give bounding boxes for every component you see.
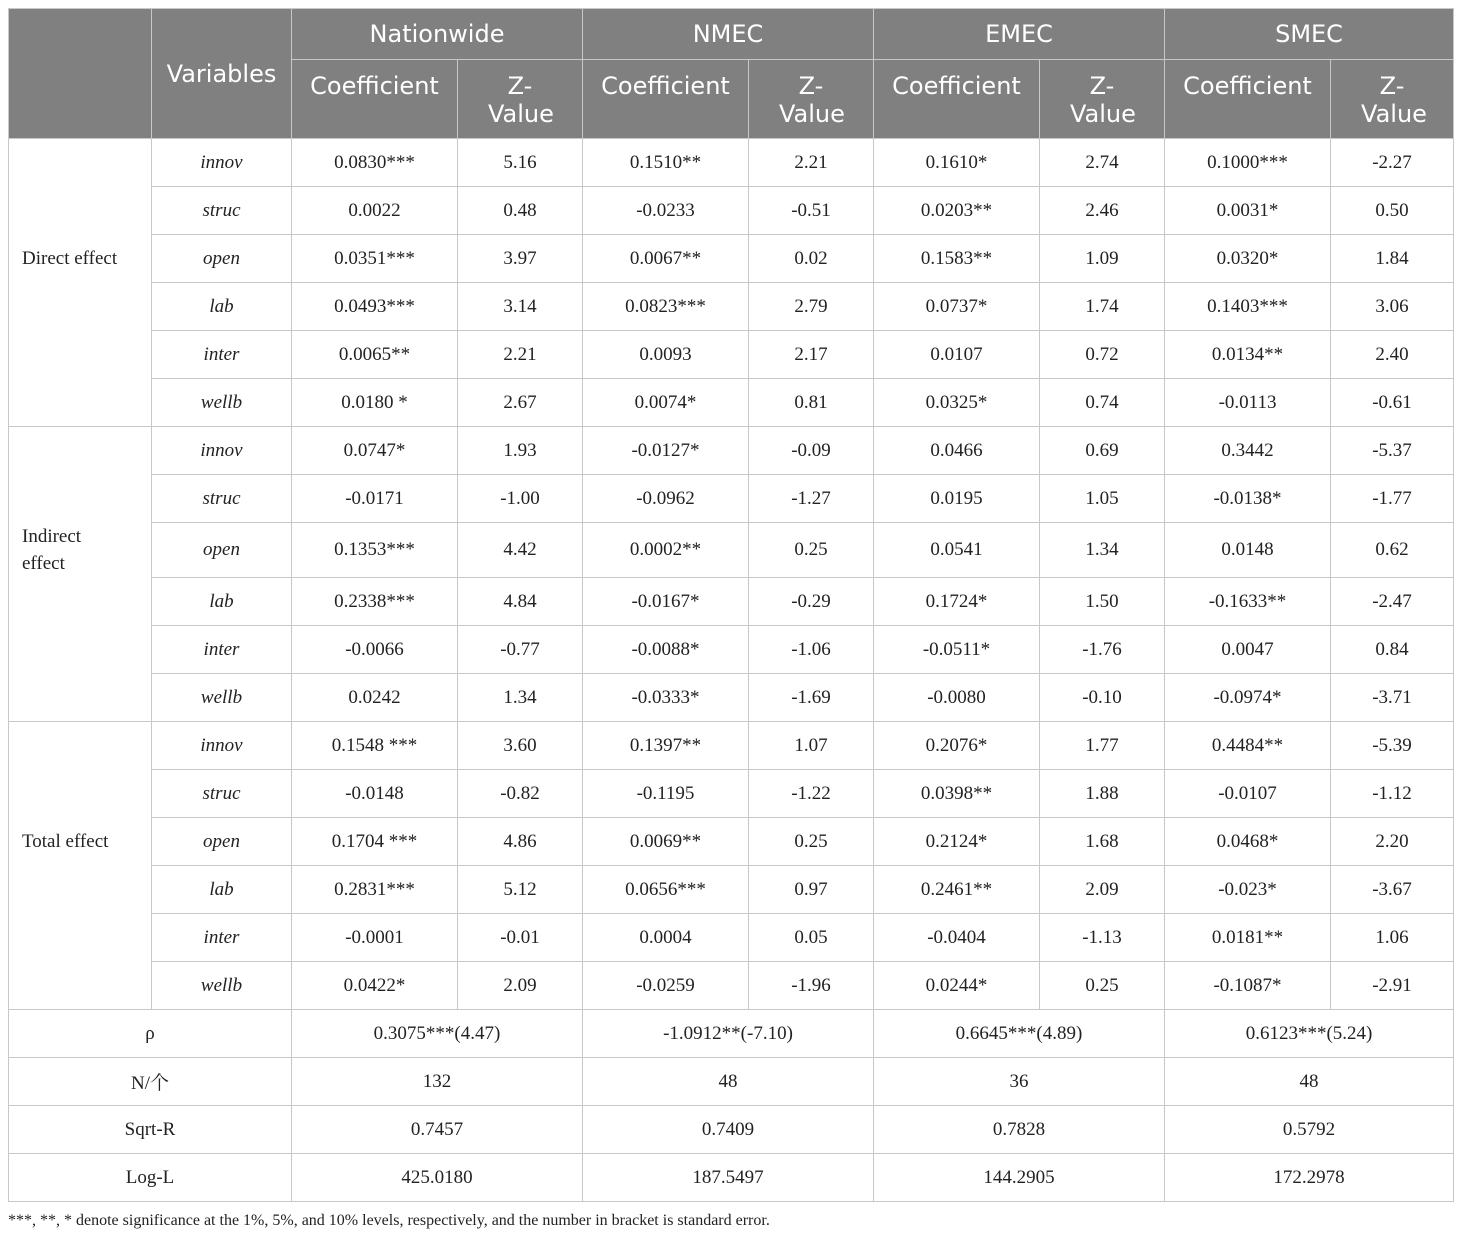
header-region-smec: SMEC: [1165, 9, 1454, 60]
z-value-cell: -2.27: [1331, 139, 1454, 187]
z-value-cell: 5.16: [458, 139, 583, 187]
coefficient-cell: 0.0466: [874, 427, 1040, 475]
z-value-cell: -1.13: [1040, 914, 1165, 962]
coefficient-cell: -0.0088*: [583, 626, 749, 674]
coefficient-cell: 0.0093: [583, 331, 749, 379]
coefficient-cell: 0.0181**: [1165, 914, 1331, 962]
z-value-cell: 2.09: [458, 962, 583, 1010]
header-z-value: Z-Value: [1331, 60, 1454, 139]
coefficient-cell: 0.0422*: [292, 962, 458, 1010]
coefficient-cell: 0.1583**: [874, 235, 1040, 283]
variable-cell: struc: [152, 187, 292, 235]
coefficient-cell: 0.0244*: [874, 962, 1040, 1010]
summary-label: N/个: [9, 1058, 292, 1106]
coefficient-cell: 0.0065**: [292, 331, 458, 379]
coefficient-cell: 0.0320*: [1165, 235, 1331, 283]
z-value-cell: -1.00: [458, 475, 583, 523]
summary-label: Sqrt-R: [9, 1106, 292, 1154]
summary-value: 187.5497: [583, 1154, 874, 1202]
z-value-cell: 3.14: [458, 283, 583, 331]
coefficient-cell: 0.0069**: [583, 818, 749, 866]
z-value-cell: 1.34: [1040, 523, 1165, 578]
z-value-cell: 2.74: [1040, 139, 1165, 187]
coefficient-cell: 0.0047: [1165, 626, 1331, 674]
variable-cell: struc: [152, 770, 292, 818]
header-variables: Variables: [152, 9, 292, 139]
variable-cell: open: [152, 523, 292, 578]
coefficient-cell: -0.1087*: [1165, 962, 1331, 1010]
coefficient-cell: 0.1510**: [583, 139, 749, 187]
z-value-cell: 1.84: [1331, 235, 1454, 283]
z-value-cell: -1.69: [749, 674, 874, 722]
coefficient-cell: -0.0138*: [1165, 475, 1331, 523]
coefficient-cell: 0.1610*: [874, 139, 1040, 187]
coefficient-cell: 0.0002**: [583, 523, 749, 578]
header-region-emec: EMEC: [874, 9, 1165, 60]
table-row: [9, 139, 1454, 187]
summary-value: 36: [874, 1058, 1165, 1106]
coefficient-cell: 0.0067**: [583, 235, 749, 283]
variable-cell: wellb: [152, 379, 292, 427]
table-header: [9, 9, 1454, 139]
coefficient-cell: 0.0004: [583, 914, 749, 962]
group-label: Direct effect: [9, 235, 152, 283]
coefficient-cell: -0.1633**: [1165, 578, 1331, 626]
summary-value: 0.7828: [874, 1106, 1165, 1154]
z-value-cell: -0.77: [458, 626, 583, 674]
header-z-value: Z-Value: [458, 60, 583, 139]
summary-value: -1.0912**(-7.10): [583, 1010, 874, 1058]
header-coefficient: Coefficient: [292, 60, 458, 139]
summary-value: 0.7457: [292, 1106, 583, 1154]
z-value-cell: 0.81: [749, 379, 874, 427]
z-value-cell: 2.79: [749, 283, 874, 331]
group-cell: [9, 139, 152, 187]
z-value-cell: 2.46: [1040, 187, 1165, 235]
table-row: [9, 818, 1454, 866]
coefficient-cell: 0.0351***: [292, 235, 458, 283]
coefficient-cell: 0.1704 ***: [292, 818, 458, 866]
coefficient-cell: 0.0203**: [874, 187, 1040, 235]
coefficient-cell: -0.0962: [583, 475, 749, 523]
group-cell: [9, 475, 152, 523]
summary-value: 172.2978: [1165, 1154, 1454, 1202]
table-row: [9, 626, 1454, 674]
table-row: [9, 722, 1454, 770]
z-value-cell: 3.60: [458, 722, 583, 770]
coefficient-cell: 0.3442: [1165, 427, 1331, 475]
z-value-cell: 2.21: [458, 331, 583, 379]
z-value-cell: -0.01: [458, 914, 583, 962]
table-row: [9, 475, 1454, 523]
coefficient-cell: -0.0080: [874, 674, 1040, 722]
summary-value: 132: [292, 1058, 583, 1106]
group-cell: [9, 722, 152, 770]
header-region-nmec: NMEC: [583, 9, 874, 60]
coefficient-cell: -0.1195: [583, 770, 749, 818]
group-cell: [9, 770, 152, 818]
header-coefficient: Coefficient: [874, 60, 1040, 139]
z-value-cell: 4.86: [458, 818, 583, 866]
header-blank-cell: [9, 9, 152, 139]
z-value-cell: 2.67: [458, 379, 583, 427]
coefficient-cell: 0.1724*: [874, 578, 1040, 626]
variable-cell: inter: [152, 626, 292, 674]
coefficient-cell: 0.0107: [874, 331, 1040, 379]
coefficient-cell: 0.0180 *: [292, 379, 458, 427]
summary-value: 0.3075***(4.47): [292, 1010, 583, 1058]
z-value-cell: 0.25: [1040, 962, 1165, 1010]
coefficient-cell: 0.2338***: [292, 578, 458, 626]
table-row: [9, 962, 1454, 1010]
coefficient-cell: 0.0830***: [292, 139, 458, 187]
coefficient-cell: -0.023*: [1165, 866, 1331, 914]
z-value-cell: -3.67: [1331, 866, 1454, 914]
z-value-cell: 0.72: [1040, 331, 1165, 379]
table-row: [9, 674, 1454, 722]
z-value-cell: 4.84: [458, 578, 583, 626]
z-value-cell: 1.93: [458, 427, 583, 475]
group-cell: [9, 427, 152, 475]
table-row: [9, 578, 1454, 626]
z-value-cell: 2.17: [749, 331, 874, 379]
summary-label: Log-L: [9, 1154, 292, 1202]
summary-label: ρ: [9, 1010, 292, 1058]
group-cell: [9, 866, 152, 914]
table-row: [9, 379, 1454, 427]
z-value-cell: 0.05: [749, 914, 874, 962]
z-value-cell: -0.10: [1040, 674, 1165, 722]
z-value-cell: -5.37: [1331, 427, 1454, 475]
group-cell: [9, 283, 152, 331]
z-value-cell: -1.06: [749, 626, 874, 674]
z-value-cell: 0.97: [749, 866, 874, 914]
summary-value: 0.6645***(4.89): [874, 1010, 1165, 1058]
coefficient-cell: 0.0195: [874, 475, 1040, 523]
variable-cell: wellb: [152, 962, 292, 1010]
summary-row: [9, 1058, 1454, 1106]
summary-value: 0.5792: [1165, 1106, 1454, 1154]
coefficient-cell: -0.0167*: [583, 578, 749, 626]
coefficient-cell: -0.0974*: [1165, 674, 1331, 722]
table-row: [9, 866, 1454, 914]
coefficient-cell: 0.0134**: [1165, 331, 1331, 379]
z-value-cell: 0.02: [749, 235, 874, 283]
coefficient-cell: 0.2124*: [874, 818, 1040, 866]
z-value-cell: 2.20: [1331, 818, 1454, 866]
z-value-cell: 4.42: [458, 523, 583, 578]
variable-cell: inter: [152, 914, 292, 962]
variable-cell: lab: [152, 578, 292, 626]
coefficient-cell: 0.0747*: [292, 427, 458, 475]
z-value-cell: -1.77: [1331, 475, 1454, 523]
variable-cell: wellb: [152, 674, 292, 722]
z-value-cell: -0.09: [749, 427, 874, 475]
summary-value: 48: [583, 1058, 874, 1106]
summary-row: [9, 1106, 1454, 1154]
z-value-cell: -0.51: [749, 187, 874, 235]
z-value-cell: 0.48: [458, 187, 583, 235]
z-value-cell: 1.88: [1040, 770, 1165, 818]
coefficient-cell: -0.0127*: [583, 427, 749, 475]
coefficient-cell: 0.1000***: [1165, 139, 1331, 187]
table-row: [9, 914, 1454, 962]
variable-cell: lab: [152, 283, 292, 331]
table-row: [9, 427, 1454, 475]
z-value-cell: 3.06: [1331, 283, 1454, 331]
z-value-cell: 2.40: [1331, 331, 1454, 379]
coefficient-cell: 0.2461**: [874, 866, 1040, 914]
coefficient-cell: -0.0511*: [874, 626, 1040, 674]
table-row: [9, 283, 1454, 331]
variable-cell: innov: [152, 139, 292, 187]
z-value-cell: 3.97: [458, 235, 583, 283]
coefficient-cell: 0.0325*: [874, 379, 1040, 427]
z-value-cell: -1.22: [749, 770, 874, 818]
results-table: [8, 8, 1454, 1202]
summary-value: 0.6123***(5.24): [1165, 1010, 1454, 1058]
coefficient-cell: 0.0148: [1165, 523, 1331, 578]
z-value-cell: -5.39: [1331, 722, 1454, 770]
coefficient-cell: -0.0171: [292, 475, 458, 523]
coefficient-cell: -0.0066: [292, 626, 458, 674]
table-row: [9, 187, 1454, 235]
group-label: Total effect: [9, 818, 152, 866]
z-value-cell: 0.69: [1040, 427, 1165, 475]
variable-cell: inter: [152, 331, 292, 379]
z-value-cell: -2.91: [1331, 962, 1454, 1010]
coefficient-cell: -0.0404: [874, 914, 1040, 962]
z-value-cell: 1.74: [1040, 283, 1165, 331]
coefficient-cell: -0.0113: [1165, 379, 1331, 427]
group-cell: [9, 578, 152, 626]
coefficient-cell: 0.0074*: [583, 379, 749, 427]
summary-value: 425.0180: [292, 1154, 583, 1202]
group-cell: [9, 626, 152, 674]
header-z-value: Z-Value: [1040, 60, 1165, 139]
header-region-nationwide: Nationwide: [292, 9, 583, 60]
table-row: [9, 235, 1454, 283]
coefficient-cell: 0.0468*: [1165, 818, 1331, 866]
group-cell: [9, 914, 152, 962]
z-value-cell: 0.25: [749, 818, 874, 866]
z-value-cell: -1.27: [749, 475, 874, 523]
group-label: Indirect effect: [9, 523, 152, 578]
coefficient-cell: 0.2076*: [874, 722, 1040, 770]
group-cell: [9, 674, 152, 722]
z-value-cell: 1.06: [1331, 914, 1454, 962]
group-cell: [9, 331, 152, 379]
z-value-cell: 0.74: [1040, 379, 1165, 427]
table-footnote: ***, **, * denote significance at the 1%, 5%, and 10% levels, respectively, and the number in bracket is standard error.: [8, 1212, 770, 1229]
header-z-value: Z-Value: [749, 60, 874, 139]
z-value-cell: -2.47: [1331, 578, 1454, 626]
summary-value: 144.2905: [874, 1154, 1165, 1202]
group-cell: [9, 379, 152, 427]
coefficient-cell: 0.1397**: [583, 722, 749, 770]
header-coefficient: Coefficient: [583, 60, 749, 139]
z-value-cell: -0.29: [749, 578, 874, 626]
z-value-cell: 0.84: [1331, 626, 1454, 674]
table-body: [9, 139, 1454, 1202]
z-value-cell: 2.09: [1040, 866, 1165, 914]
group-cell: [9, 962, 152, 1010]
z-value-cell: 0.62: [1331, 523, 1454, 578]
z-value-cell: -0.61: [1331, 379, 1454, 427]
coefficient-cell: 0.0493***: [292, 283, 458, 331]
coefficient-cell: 0.0031*: [1165, 187, 1331, 235]
z-value-cell: 0.50: [1331, 187, 1454, 235]
variable-cell: open: [152, 235, 292, 283]
z-value-cell: 1.34: [458, 674, 583, 722]
table-row: [9, 331, 1454, 379]
coefficient-cell: -0.0148: [292, 770, 458, 818]
z-value-cell: -0.82: [458, 770, 583, 818]
coefficient-cell: 0.0656***: [583, 866, 749, 914]
variable-cell: lab: [152, 866, 292, 914]
coefficient-cell: -0.0259: [583, 962, 749, 1010]
z-value-cell: -1.12: [1331, 770, 1454, 818]
variable-cell: innov: [152, 722, 292, 770]
summary-row: [9, 1154, 1454, 1202]
z-value-cell: -1.76: [1040, 626, 1165, 674]
z-value-cell: -3.71: [1331, 674, 1454, 722]
coefficient-cell: 0.0242: [292, 674, 458, 722]
coefficient-cell: -0.0233: [583, 187, 749, 235]
coefficient-cell: -0.0107: [1165, 770, 1331, 818]
z-value-cell: 1.68: [1040, 818, 1165, 866]
coefficient-cell: -0.0333*: [583, 674, 749, 722]
coefficient-cell: 0.1548 ***: [292, 722, 458, 770]
coefficient-cell: 0.0022: [292, 187, 458, 235]
variable-cell: struc: [152, 475, 292, 523]
z-value-cell: -1.96: [749, 962, 874, 1010]
summary-value: 48: [1165, 1058, 1454, 1106]
table-row: [9, 523, 1454, 578]
coefficient-cell: 0.0823***: [583, 283, 749, 331]
z-value-cell: 1.05: [1040, 475, 1165, 523]
z-value-cell: 1.07: [749, 722, 874, 770]
summary-value: 0.7409: [583, 1106, 874, 1154]
z-value-cell: 2.21: [749, 139, 874, 187]
z-value-cell: 5.12: [458, 866, 583, 914]
coefficient-cell: 0.4484**: [1165, 722, 1331, 770]
z-value-cell: 0.25: [749, 523, 874, 578]
summary-row: [9, 1010, 1454, 1058]
variable-cell: open: [152, 818, 292, 866]
group-cell: [9, 187, 152, 235]
table-row: [9, 770, 1454, 818]
coefficient-cell: 0.1353***: [292, 523, 458, 578]
coefficient-cell: 0.2831***: [292, 866, 458, 914]
z-value-cell: 1.09: [1040, 235, 1165, 283]
coefficient-cell: 0.0737*: [874, 283, 1040, 331]
variable-cell: innov: [152, 427, 292, 475]
coefficient-cell: 0.0541: [874, 523, 1040, 578]
coefficient-cell: -0.0001: [292, 914, 458, 962]
coefficient-cell: 0.0398**: [874, 770, 1040, 818]
header-coefficient: Coefficient: [1165, 60, 1331, 139]
coefficient-cell: 0.1403***: [1165, 283, 1331, 331]
z-value-cell: 1.77: [1040, 722, 1165, 770]
z-value-cell: 1.50: [1040, 578, 1165, 626]
